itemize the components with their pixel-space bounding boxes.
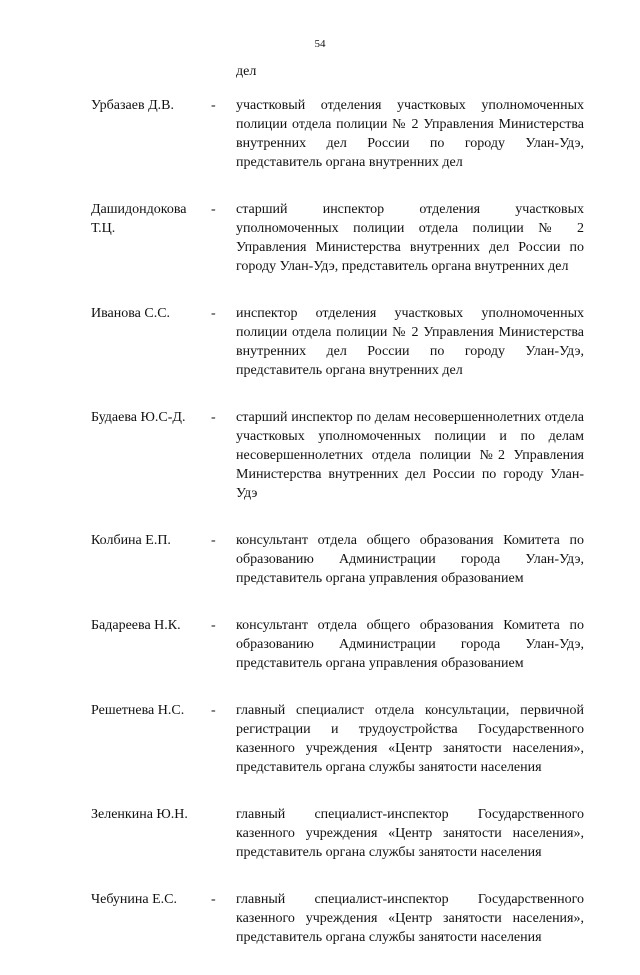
member-name: Колбина Е.П. <box>91 533 171 548</box>
member-entry <box>91 890 584 947</box>
member-description: главный специалист-инспектор Государственного казенного учреждения «Центр занятости населения», представитель органа службы занятости населения <box>236 892 584 945</box>
member-name: Бадареева Н.К. <box>91 618 181 633</box>
member-dash: - <box>211 533 216 548</box>
member-description: консультант отдела общего образования Комитета по образованию Администрации города Улан-Удэ, представитель органа управления образованием <box>236 533 584 586</box>
member-entry <box>91 96 584 172</box>
member-name: Решетнева Н.С. <box>91 703 185 718</box>
member-description: старший инспектор по делам несовершеннолетних отдела участковых уполномоченных полиции и по делам несовершеннолетних отдела полиции №2 Управления Министерства внутренних дел России по городу Улан-Удэ <box>236 410 584 501</box>
member-name: Иванова С.С. <box>91 306 171 321</box>
member-description: инспектор отделения участковых уполномоченных полиции отдела полиции № 2 Управления Министерства внутренних дел России по городу Улан-Удэ, представитель органа внутренних дел <box>236 306 584 378</box>
member-description: консультант отдела общего образования Комитета по образованию Администрации города Улан-Удэ, представитель органа управления образованием <box>236 618 584 671</box>
member-dash: - <box>211 892 216 907</box>
member-description: участковый отделения участковых уполномоченных полиции отдела полиции № 2 Управления Министерства внутренних дел России по городу Улан-Удэ, представитель органа внутренних дел <box>236 98 584 170</box>
member-list <box>91 96 584 975</box>
member-name: Чебунина Е.С. <box>91 892 177 907</box>
member-entry <box>91 531 584 588</box>
continuation-text: дел <box>236 64 257 79</box>
member-entry <box>91 616 584 673</box>
member-entry <box>91 408 584 503</box>
member-dash: - <box>211 202 216 217</box>
member-entry <box>91 304 584 380</box>
member-name: Зеленкина Ю.Н. <box>91 807 188 822</box>
member-dash: - <box>211 98 216 113</box>
member-name: Будаева Ю.С-Д. <box>91 410 186 425</box>
member-entry <box>91 200 584 276</box>
member-dash: - <box>211 410 216 425</box>
member-dash: - <box>211 703 216 718</box>
page-number: 54 <box>314 38 326 50</box>
member-name: Дашидондокова Т.Ц. <box>91 202 187 236</box>
member-description: главный специалист отдела консультации, первичной регистрации и трудоустройства Государственного казенного учреждения «Центр занятости населения», представитель органа службы занятости населения <box>236 703 584 775</box>
member-name: Урбазаев Д.В. <box>91 98 174 113</box>
member-description: старший инспектор отделения участковых уполномоченных полиции отдела полиции № 2 Управления Министерства внутренних дел России по городу Улан-Удэ, представитель органа внутренних дел <box>236 202 584 274</box>
member-dash: - <box>211 618 216 633</box>
member-entry <box>91 805 584 862</box>
member-dash: - <box>211 306 216 321</box>
member-entry <box>91 701 584 777</box>
member-description: главный специалист-инспектор Государственного казенного учреждения «Центр занятости населения», представитель органа службы занятости населения <box>236 807 584 860</box>
